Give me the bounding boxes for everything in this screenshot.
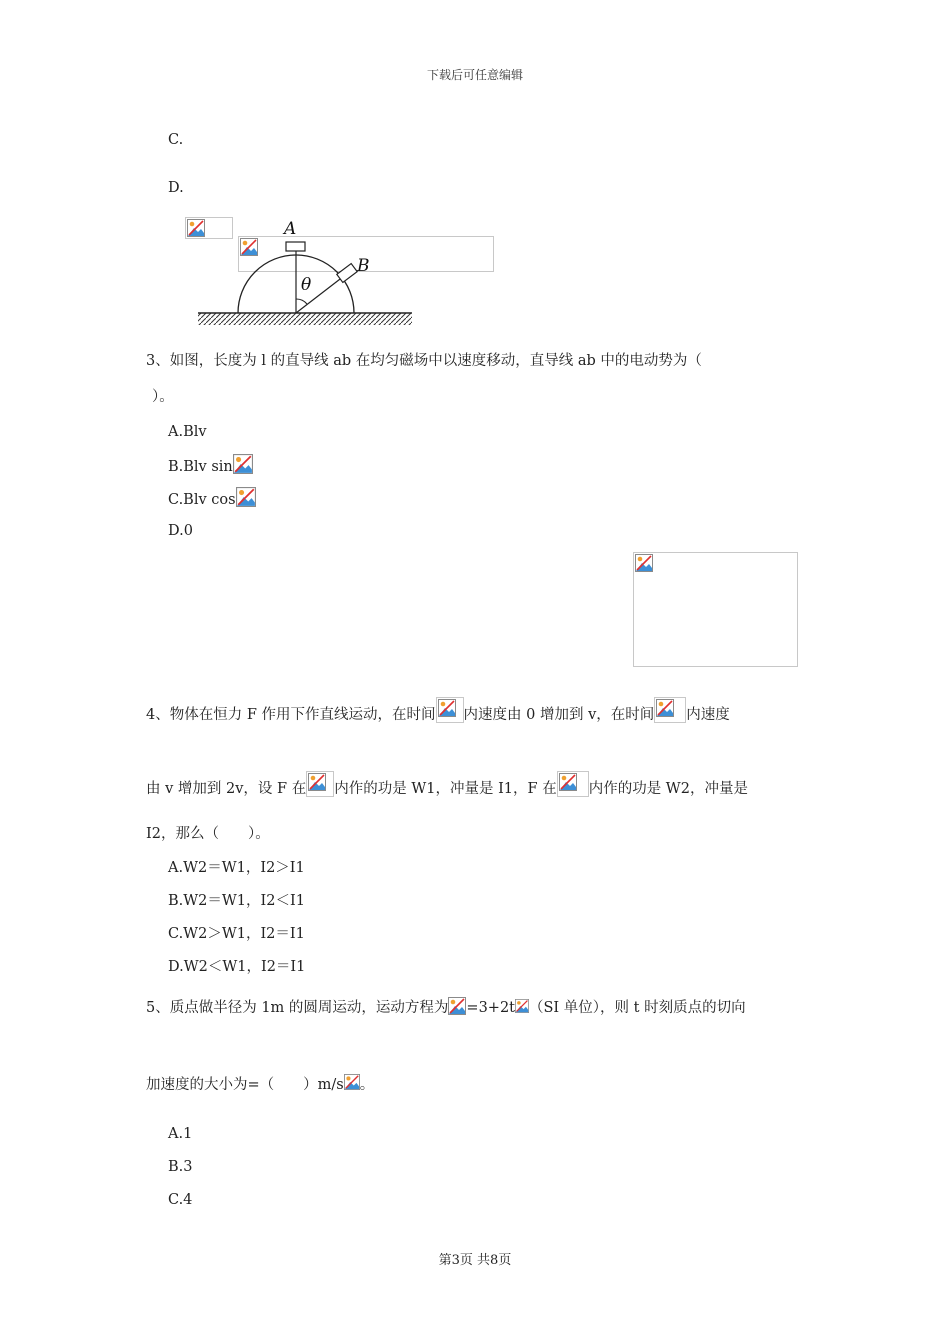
image-placeholder-icon (344, 1071, 360, 1093)
q3-option-d: D.0 (168, 523, 193, 539)
image-placeholder-icon (559, 773, 577, 791)
q4-line3: I2，那么（ ）。 (146, 826, 270, 842)
page-header: 下载后可任意编辑 (426, 68, 523, 82)
q5-text: =3+2t (466, 1000, 515, 1016)
option-label: D. (168, 180, 184, 196)
q4-line2 (146, 771, 748, 799)
option-text: C.Blv cos (168, 492, 236, 508)
q4-text: 4、物体在恒力 F 作用下作直线运动，在时间 (146, 707, 436, 723)
q4-text: 内速度 (686, 707, 730, 723)
broken-image (557, 771, 589, 797)
option-c (168, 130, 183, 150)
option-text: B.Blv sin (168, 459, 233, 475)
q4-option-d: D.W2＜W1，I2＝I1 (168, 959, 306, 975)
q3-stem-line1: 3、如图，长度为 l 的直导线 ab 在均匀磁场中以速度移动，直导线 ab 中的电动势为（ (146, 353, 702, 369)
q4-option-c: C.W2＞W1，I2＝I1 (168, 926, 305, 942)
block-a (286, 242, 305, 251)
q3-stem-line2: ）。 (152, 389, 174, 405)
image-placeholder-icon (308, 773, 326, 791)
q5-text: 。 (359, 1077, 375, 1093)
image-placeholder-icon (515, 996, 529, 1016)
angle-arc (296, 299, 307, 304)
image-placeholder-icon (438, 699, 456, 717)
image-placeholder-icon (448, 996, 466, 1016)
q3-option-a: A.Blv (168, 424, 207, 440)
q5-option-c: C.4 (168, 1192, 193, 1208)
q5-option-a: A.1 (168, 1126, 193, 1142)
q4-option-b: B.W2＝W1，I2＜I1 (168, 893, 305, 909)
q5-line1 (146, 996, 746, 1018)
broken-image (633, 552, 798, 667)
semicircle-figure (196, 218, 416, 333)
q4-text: 内作的功是 W2，冲量是 (588, 781, 748, 797)
q4-line1 (146, 697, 730, 725)
option-label: C. (168, 132, 184, 148)
q4-text: 内作的功是 W1，冲量是 I1，F 在 (334, 781, 557, 797)
q5-text: 5、质点做半径为 1m 的圆周运动，运动方程为 (146, 1000, 449, 1016)
label-theta: θ (301, 275, 312, 295)
image-placeholder-icon (635, 554, 653, 572)
broken-image (306, 771, 334, 797)
q4-text: 内速度由 0 增加到 v，在时间 (463, 707, 655, 723)
q3-option-b (168, 454, 253, 477)
q5-text: 加速度的大小为=（ ）m/s (146, 1077, 344, 1093)
ground-hatch (198, 313, 412, 325)
q5-text: （SI 单位），则 t 时刻质点的切向 (529, 1000, 746, 1016)
label-a: A (284, 219, 297, 239)
image-placeholder-icon (656, 699, 674, 717)
image-placeholder-icon (233, 454, 253, 474)
label-b: B (357, 256, 370, 276)
option-d (168, 178, 184, 198)
q4-text: 由 v 增加到 2v，设 F 在 (146, 781, 307, 797)
broken-image (654, 697, 686, 723)
q5-option-b: B.3 (168, 1159, 193, 1175)
q5-line2 (146, 1071, 374, 1095)
page-footer: 第3页 共8页 (438, 1253, 512, 1268)
image-placeholder-icon (236, 487, 256, 507)
broken-image (436, 697, 464, 723)
q4-option-a: A.W2＝W1，I2＞I1 (168, 860, 305, 876)
q3-option-c (168, 487, 256, 510)
